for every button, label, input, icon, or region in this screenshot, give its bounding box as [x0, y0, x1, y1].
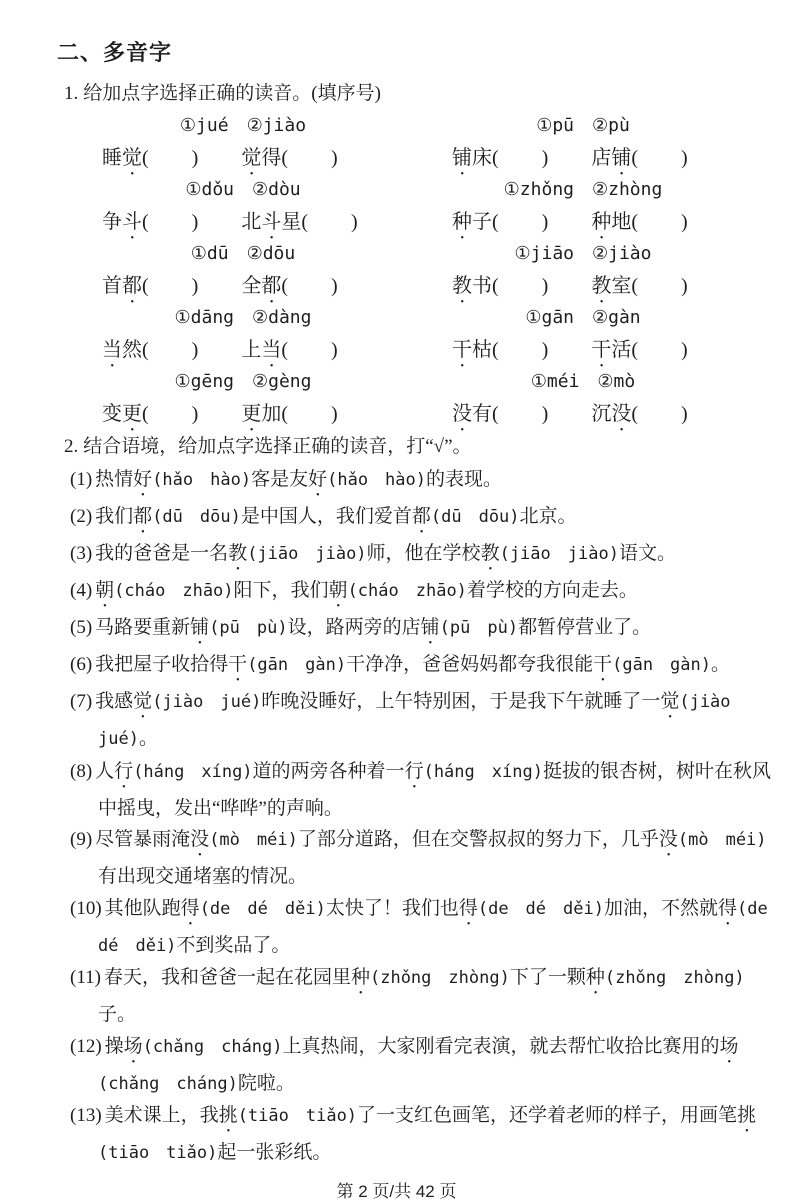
- pinyin-choice[interactable]: (mò méi): [209, 830, 298, 850]
- word-item: [452, 206, 549, 238]
- question-item: [0, 962, 793, 1031]
- pinyin-choice[interactable]: (hǎo hào): [327, 470, 426, 490]
- pinyin-choice[interactable]: (gān gàn): [612, 655, 711, 675]
- item-number: (4): [70, 580, 93, 601]
- word-post: 地: [611, 211, 632, 233]
- answer-blank[interactable]: ( ): [492, 211, 550, 233]
- question-item: [0, 1031, 793, 1101]
- word-post: 加: [261, 403, 282, 425]
- sentence-text: 太快了！我们也: [325, 897, 459, 919]
- dotted-char: 觉: [133, 691, 153, 712]
- pinyin-choice[interactable]: (tiāo tiǎo): [237, 1106, 358, 1126]
- word-item: [241, 398, 338, 430]
- sentence-text: 北京。: [519, 506, 577, 527]
- pinyin-choice[interactable]: (gān gàn): [247, 655, 347, 675]
- dotted-char: 都: [122, 275, 142, 297]
- answer-blank[interactable]: ( ): [631, 339, 689, 361]
- item-number: (7): [70, 691, 93, 712]
- sentence-text: 马路要重新: [95, 617, 191, 638]
- word-item: [591, 334, 688, 366]
- sentence-text: 我把屋子收拾得: [95, 654, 229, 675]
- answer-blank[interactable]: ( ): [631, 275, 689, 297]
- pinyin-options: ①dū ②dōu: [190, 243, 296, 264]
- pinyin-choice[interactable]: (jiāo jiào): [499, 544, 619, 564]
- pinyin-choice[interactable]: (jiāo jiào): [247, 544, 367, 564]
- word-post: 有: [472, 403, 492, 425]
- pinyin-choice[interactable]: (jiào jué): [152, 692, 262, 712]
- dotted-char: 没: [611, 403, 632, 425]
- answer-blank[interactable]: ( ): [142, 147, 200, 169]
- word-pre: 北: [241, 211, 262, 233]
- word-item: [452, 398, 549, 430]
- answer-blank[interactable]: ( ): [631, 211, 689, 233]
- dotted-char: 更: [241, 403, 262, 425]
- dotted-char: 种: [350, 967, 370, 988]
- pinyin-options: ①gēng ②gèng: [174, 371, 312, 392]
- dotted-char: 铺: [611, 147, 632, 169]
- word-item: [452, 142, 549, 174]
- item-number: (8): [70, 760, 93, 782]
- word-row: [452, 206, 714, 238]
- dotted-char: 都: [411, 506, 431, 527]
- word-post: 活: [611, 339, 632, 361]
- section-heading: 二、多音字: [57, 40, 173, 65]
- dotted-char: 朝: [328, 580, 348, 601]
- word-pre: 争: [102, 211, 122, 233]
- sentence-text: 春天，我和爸爸一起在花园里: [103, 967, 351, 988]
- pinyin-choice[interactable]: (háng xíng): [133, 761, 253, 782]
- pinyin-options: ①dǒu ②dòu: [185, 179, 301, 200]
- dotted-char: 场: [719, 1035, 739, 1057]
- dotted-char: 教: [228, 543, 248, 564]
- sentence-text: 挺拔的银杏树，树叶在秋风中摇曳，发出“哗哗”的声响。: [98, 760, 771, 819]
- word-pre: 沉: [591, 403, 612, 425]
- sentence-text: 。: [138, 728, 158, 749]
- dotted-char: 都: [133, 506, 153, 527]
- sentence-text: 美术课上，我: [104, 1105, 219, 1126]
- question-item: [0, 575, 793, 612]
- word-item: [241, 142, 338, 174]
- answer-blank[interactable]: ( ): [142, 403, 200, 425]
- word-post: 室: [611, 275, 632, 297]
- question-item: [0, 501, 793, 538]
- pinyin-options: ①gān ②gàn: [525, 307, 641, 328]
- dotted-char: 朝: [95, 580, 115, 601]
- sentence-text: 有出现交通堵塞的情况。: [98, 866, 308, 887]
- sentence-text: 不到奖品了。: [176, 934, 291, 956]
- item-number: (9): [70, 829, 93, 850]
- answer-blank[interactable]: ( ): [492, 147, 550, 169]
- answer-blank[interactable]: ( ): [492, 339, 550, 361]
- word-post: 星: [281, 211, 302, 233]
- pinyin-choice[interactable]: (jiào jué): [98, 692, 748, 749]
- pinyin-choice[interactable]: (chǎng cháng): [142, 1036, 283, 1057]
- sentence-text: 起一张彩纸。: [217, 1142, 332, 1163]
- answer-blank[interactable]: ( ): [631, 403, 689, 425]
- item-number: (13): [70, 1105, 102, 1126]
- word-post: 书: [472, 275, 492, 297]
- dotted-char: 好: [308, 469, 328, 490]
- pinyin-options: ①méi ②mò: [530, 371, 636, 392]
- word-post: 枯: [472, 339, 492, 361]
- word-row: [452, 398, 714, 430]
- sentence-text: 客是友: [251, 469, 309, 490]
- answer-blank[interactable]: ( ): [492, 403, 550, 425]
- answer-blank[interactable]: ( ): [492, 275, 550, 297]
- dotted-char: 斗: [261, 211, 282, 233]
- dotted-char: 干: [593, 654, 613, 675]
- word-item: [241, 334, 338, 366]
- dotted-char: 没: [452, 403, 472, 425]
- question-item: [0, 538, 793, 575]
- word-item: [591, 398, 688, 430]
- word-pre: 上: [241, 339, 262, 361]
- question-text: 结合语境，给加点字选择正确的读音，打“√”。: [83, 436, 472, 457]
- word-item: [591, 270, 688, 302]
- dotted-char: 干: [228, 654, 248, 675]
- q2-item-list: [0, 464, 793, 1170]
- sentence-text: 操: [104, 1035, 124, 1057]
- dotted-char: 都: [261, 275, 282, 297]
- question-item: [0, 1100, 793, 1170]
- sentence-text: 都暂停营业了。: [518, 617, 652, 638]
- word-row: [452, 334, 714, 366]
- word-row: [102, 398, 384, 430]
- word-post: 然: [122, 339, 142, 361]
- sentence-text: 热情: [95, 469, 134, 490]
- sentence-text: 昨晚没睡好，上午特别困，于是我下午就睡了一: [261, 691, 661, 712]
- q1-choice-grid: [102, 110, 793, 430]
- dotted-char: 铺: [452, 147, 472, 169]
- sentence-text: 阳下，我们: [233, 580, 329, 601]
- page-number-footer: 第 2 页/共 42 页: [336, 1181, 457, 1201]
- item-number: (2): [70, 506, 93, 527]
- word-row: [102, 270, 384, 302]
- pinyin-choice[interactable]: (pū pù): [209, 618, 288, 638]
- dotted-char: 干: [452, 339, 472, 361]
- word-item: [241, 270, 338, 302]
- word-item: [241, 206, 358, 238]
- dotted-char: 得: [180, 897, 200, 919]
- pinyin-choice[interactable]: (pū pù): [439, 618, 519, 638]
- item-number: (12): [70, 1035, 102, 1057]
- dotted-char: 更: [122, 403, 142, 425]
- question-number: 1.: [64, 83, 79, 104]
- dotted-char: 挑: [737, 1105, 757, 1126]
- answer-blank[interactable]: ( ): [281, 147, 339, 169]
- question-item: [0, 649, 793, 686]
- word-pre: 睡: [102, 147, 122, 169]
- pinyin-choice[interactable]: (cháo zhāo): [114, 581, 234, 601]
- pinyin-options: ①dāng ②dàng: [174, 307, 312, 328]
- answer-blank[interactable]: ( ): [281, 339, 339, 361]
- pinyin-options: ①pū ②pù: [536, 115, 630, 136]
- sentence-text: 人: [95, 760, 115, 782]
- word-pre: 首: [102, 275, 122, 297]
- pinyin-choice[interactable]: (zhǒng zhòng): [369, 968, 510, 988]
- word-row: [452, 142, 714, 174]
- dotted-char: 干: [591, 339, 612, 361]
- dotted-char: 种: [452, 211, 472, 233]
- word-pre: 店: [591, 147, 612, 169]
- question-2-prompt: [64, 430, 793, 463]
- dotted-char: 没: [658, 829, 678, 850]
- word-item: [591, 142, 688, 174]
- sentence-text: 了一支红色画笔，还学着老师的样子，用画笔: [357, 1105, 738, 1126]
- dotted-char: 铺: [190, 617, 210, 638]
- answer-blank[interactable]: ( ): [142, 339, 200, 361]
- word-item: [102, 270, 199, 302]
- item-number: (3): [70, 543, 93, 564]
- dotted-char: 铺: [420, 617, 440, 638]
- answer-blank[interactable]: ( ): [631, 147, 689, 169]
- sentence-text: 着学校的方向走去。: [466, 580, 638, 601]
- item-number: (5): [70, 617, 93, 638]
- answer-blank[interactable]: ( ): [281, 275, 339, 297]
- pinyin-choice[interactable]: (háng xíng): [423, 761, 543, 782]
- sentence-text: 尽管暴雨淹: [95, 829, 191, 850]
- item-number: (11): [70, 967, 101, 988]
- dotted-char: 行: [404, 760, 424, 782]
- dotted-char: 行: [114, 760, 134, 782]
- dotted-char: 没: [190, 829, 210, 850]
- item-number: (6): [70, 654, 93, 675]
- sentence-text: 加油，不然就: [603, 897, 718, 919]
- answer-blank[interactable]: ( ): [142, 211, 200, 233]
- sentence-text: 的表现。: [426, 469, 503, 490]
- dotted-char: 当: [261, 339, 282, 361]
- sentence-text: 院啦。: [237, 1072, 295, 1094]
- word-row: [102, 142, 384, 174]
- word-post: 得: [261, 147, 282, 169]
- sentence-text: 道的两旁各种着一: [252, 760, 405, 782]
- pinyin-options: ①jiāo ②jiào: [514, 243, 652, 264]
- pinyin-choice[interactable]: (cháo zhāo): [347, 581, 467, 601]
- word-item: [102, 334, 199, 366]
- question-text: 给加点字选择正确的读音。(填序号): [83, 83, 381, 104]
- word-item: [102, 398, 199, 430]
- pinyin-choice[interactable]: (de dé děi): [199, 898, 326, 919]
- pinyin-choice[interactable]: (tiāo tiǎo): [98, 1143, 218, 1163]
- sentence-text: 下了一颗: [509, 967, 586, 988]
- sentence-text: 语文。: [618, 543, 676, 564]
- question-item: [0, 824, 793, 893]
- sentence-text: 干净净，爸爸妈妈都夸我很能: [346, 654, 594, 675]
- word-item: [102, 142, 199, 174]
- sentence-text: 其他队跑: [104, 897, 181, 919]
- pinyin-choice[interactable]: (de dé děi): [98, 898, 785, 956]
- question-item: [0, 612, 793, 649]
- pinyin-choice[interactable]: (zhǒng zhòng): [604, 968, 745, 988]
- sentence-text: 了部分道路，但在交警叔叔的努力下，几乎: [297, 829, 659, 850]
- sentence-text: 。: [711, 654, 731, 675]
- question-number: 2.: [64, 436, 79, 457]
- word-item: [452, 334, 549, 366]
- dotted-char: 种: [591, 211, 612, 233]
- sentence-text: 我们: [95, 506, 134, 527]
- pinyin-choice[interactable]: (de dé děi): [477, 898, 604, 919]
- dotted-char: 好: [133, 469, 153, 490]
- word-item: [102, 206, 199, 238]
- word-post: 床: [472, 147, 492, 169]
- pinyin-options: ①jué ②jiào: [179, 115, 307, 136]
- sentence-text: 子。: [98, 1004, 137, 1025]
- dotted-char: 教: [480, 543, 500, 564]
- pinyin-choice[interactable]: (chǎng cháng): [98, 1073, 238, 1094]
- dotted-char: 觉: [660, 691, 680, 712]
- dotted-char: 得: [717, 897, 737, 919]
- dotted-char: 场: [123, 1035, 143, 1057]
- pinyin-choice[interactable]: (hǎo hào): [152, 470, 252, 490]
- dotted-char: 挑: [218, 1105, 238, 1126]
- word-row: [102, 334, 384, 366]
- dotted-char: 觉: [241, 147, 262, 169]
- question-item: [0, 756, 793, 825]
- sentence-text: 是中国人，我们爱首: [240, 506, 412, 527]
- item-number: (1): [70, 469, 93, 490]
- pinyin-choice[interactable]: (dū dōu): [430, 507, 520, 527]
- dotted-char: 当: [102, 339, 122, 361]
- word-post: 子: [472, 211, 492, 233]
- sentence-text: 我感: [95, 691, 134, 712]
- word-row: [102, 206, 384, 238]
- pinyin-choice[interactable]: (dū dōu): [152, 507, 241, 527]
- sentence-text: 上真热闹，大家刚看完表演，就去帮忙收拾比赛用的: [282, 1035, 720, 1057]
- sentence-text: 师，他在学校: [366, 543, 481, 564]
- dotted-char: 教: [452, 275, 472, 297]
- dotted-char: 教: [591, 275, 612, 297]
- question-item: [0, 686, 793, 756]
- word-pre: 全: [241, 275, 262, 297]
- pinyin-options: ①zhǒng ②zhòng: [503, 179, 663, 200]
- pinyin-choice[interactable]: (mò méi): [677, 830, 767, 850]
- question-item: [0, 464, 793, 501]
- question-1-prompt: [64, 77, 793, 110]
- dotted-char: 得: [458, 897, 478, 919]
- word-row: [452, 270, 714, 302]
- answer-blank[interactable]: ( ): [142, 275, 200, 297]
- word-item: [591, 206, 688, 238]
- word-pre: 变: [102, 403, 122, 425]
- answer-blank[interactable]: ( ): [301, 211, 359, 233]
- sentence-text: 我的爸爸是一名: [95, 543, 229, 564]
- dotted-char: 种: [585, 967, 605, 988]
- word-item: [452, 270, 549, 302]
- sentence-text: 设，路两旁的店: [287, 617, 421, 638]
- dotted-char: 觉: [122, 147, 142, 169]
- item-number: (10): [70, 897, 102, 919]
- answer-blank[interactable]: ( ): [281, 403, 339, 425]
- question-item: [0, 893, 793, 963]
- dotted-char: 斗: [122, 211, 142, 233]
